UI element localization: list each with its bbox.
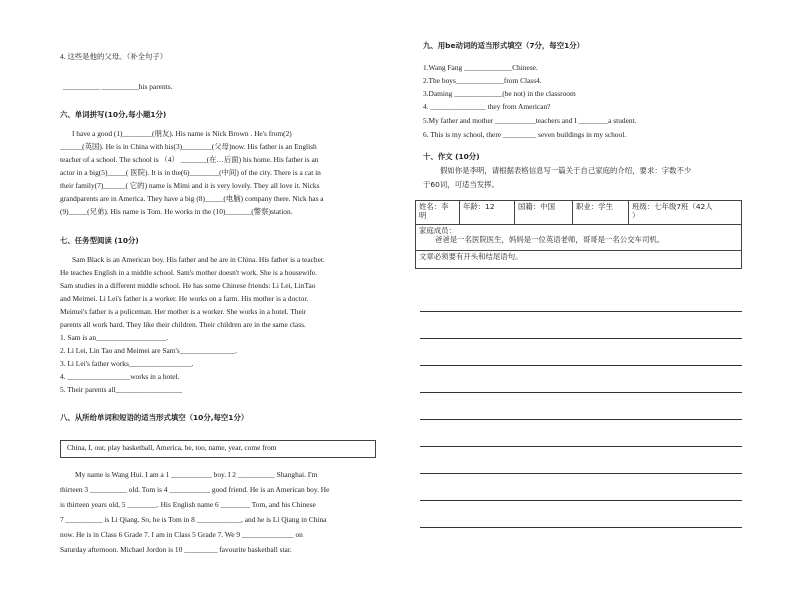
section-9-title: 九、用be动词的适当形式填空（7分，每空1分） — [423, 41, 585, 50]
section-9-line: 3.Daming _____________(be not) in the classroom — [423, 89, 576, 98]
q4-answer-line: __________ __________his parents. — [63, 82, 173, 91]
section-9-line: 4. _______________ they from American? — [423, 102, 551, 111]
writing-line[interactable] — [420, 473, 742, 474]
writing-line[interactable] — [420, 392, 742, 393]
word-bank-box — [60, 440, 376, 458]
section-10-title: 十、作文 (10分) — [423, 152, 480, 161]
section-7-question: 1. Sam is an___________________. — [60, 333, 169, 342]
q4-prompt: 4. 这些是他的父母。（补全句子） — [60, 52, 168, 61]
section-7-line: Meimei's father is a policeman. Her mother is a worker. She works in a hotel. Their — [60, 307, 307, 316]
table-row — [416, 225, 742, 251]
table-row — [416, 251, 742, 269]
writing-line[interactable] — [420, 446, 742, 447]
section-6-line: ______(英国). He is in China with his(3)________(父母)now. His father is an English — [60, 142, 317, 151]
requirement-cell: 文章必须要有开头和结尾语句。 — [416, 251, 742, 269]
section-7-line: He teaches English in a middle school. Sam's mother doesn't work. She is a housewife. — [60, 268, 317, 277]
section-6-line: I have a good (1)________(朋友). His name is Nick Brown . He's from(2) — [72, 129, 292, 138]
section-8-line: My name is Wang Hui. I am a 1 ___________ boy. I 2 __________ Shanghai. I'm — [75, 470, 318, 479]
section-7-line: and Meimei. Li Lei's father is a worker. He works on a farm. His mother is a doctor. — [60, 294, 309, 303]
section-7-question: 2. Li Lei, Lin Tao and Meimei are Sam's_______________. — [60, 346, 237, 355]
section-7-line: Sam Black is an American boy. His father and he are in China. His father is a teacher. — [72, 255, 325, 264]
writing-line[interactable] — [420, 419, 742, 420]
writing-line[interactable] — [420, 527, 742, 528]
essay-instructions-line2: 于60词，可适当发挥。 — [423, 180, 499, 189]
class-cell: 班级：七年级7班（42人 ） — [629, 201, 742, 225]
section-8-line: 7 __________ is Li Qiang. So, he is Tom in 8 ____________, and he is Li Qiang in China — [60, 515, 327, 524]
section-6-line: their family(7)______( 它的) name is Mimi and it is very lovely. They all love it. Nicks — [60, 181, 320, 190]
section-7-question: 3. Li Lei's father works_________________. — [60, 359, 194, 368]
table-row — [416, 201, 742, 225]
section-6-title: 六、单词拼写(10分,每小题1分) — [60, 110, 167, 119]
writing-line[interactable] — [420, 500, 742, 501]
section-8-line: thirteen 3 __________ old. Tom is 4 ___________ good friend. He is an American boy. He — [60, 485, 330, 494]
essay-info-table — [415, 200, 742, 269]
section-6-line: teacher of a school. The school is （4） _______(在…后面) his home. His father is an — [60, 155, 319, 164]
writing-line[interactable] — [420, 365, 742, 366]
section-7-title: 七、任务型阅读 (10分) — [60, 236, 139, 245]
section-6-line: (9)_____(兄弟). His name is Tom. He works in the (10)_______(警察)station. — [60, 207, 293, 216]
section-9-line: 6. This is my school, there _________ seven buildings in my school. — [423, 130, 627, 139]
section-7-question: 4. _________________works in a hotel. — [60, 372, 180, 381]
nationality-cell: 国籍：中国 — [515, 201, 573, 225]
section-7-question: 5. Their parents all__________________ — [60, 385, 183, 394]
writing-line[interactable] — [420, 311, 742, 312]
occupation-cell: 职业：学生 — [573, 201, 629, 225]
family-members-cell: 家庭成员： 爸爸是一名医院医生，妈妈是一位英语老师，哥哥是一名公交车司机。 — [416, 225, 742, 251]
section-9-line: 1.Wang Fang _____________Chinese. — [423, 63, 538, 72]
section-8-line: is thirteen years old, 5 ________. His English name 6 ________ Tom, and his Chinese — [60, 500, 316, 509]
age-cell: 年龄：12 — [460, 201, 515, 225]
section-6-line: grandparents are in America. They have a big (8)_____(电脑) company there. Nick has a — [60, 194, 324, 203]
essay-instructions-line1: 假如你是李明，请根据表格信息写一篇关于自己家庭的介绍，要求：字数不少 — [440, 166, 692, 175]
section-9-line: 5.My father and mother ___________teachers and I ________a student. — [423, 116, 637, 125]
writing-line[interactable] — [420, 338, 742, 339]
name-cell: 姓名：李 明 — [416, 201, 460, 225]
section-7-line: Sam studies in a different middle school. He has some Chinese friends: Li Lei, LinTao — [60, 281, 316, 290]
section-8-line: Saturday afternoon. Michael Jordon is 10 _________ favourite basketball star. — [60, 545, 292, 554]
word-bank: China, I, our, play basketball, America, be, too, name, year, come from — [67, 443, 277, 452]
section-9-line: 2.The boys_____________from Class4. — [423, 76, 542, 85]
section-7-line: parents all work hard. They like their children. Their children are in the same class. — [60, 320, 306, 329]
section-8-line: now. He is in Class 6 Grade 7. I am in Class 5 Grade 7. We 9 ______________ on — [60, 530, 303, 539]
section-8-title: 八、从所给单词和短语的适当形式填空（10分,每空1分） — [60, 413, 249, 422]
section-6-line: actor in a big(5)_____( 医院). It is in the(6)________(中间) of the city. There is a cat in — [60, 168, 321, 177]
